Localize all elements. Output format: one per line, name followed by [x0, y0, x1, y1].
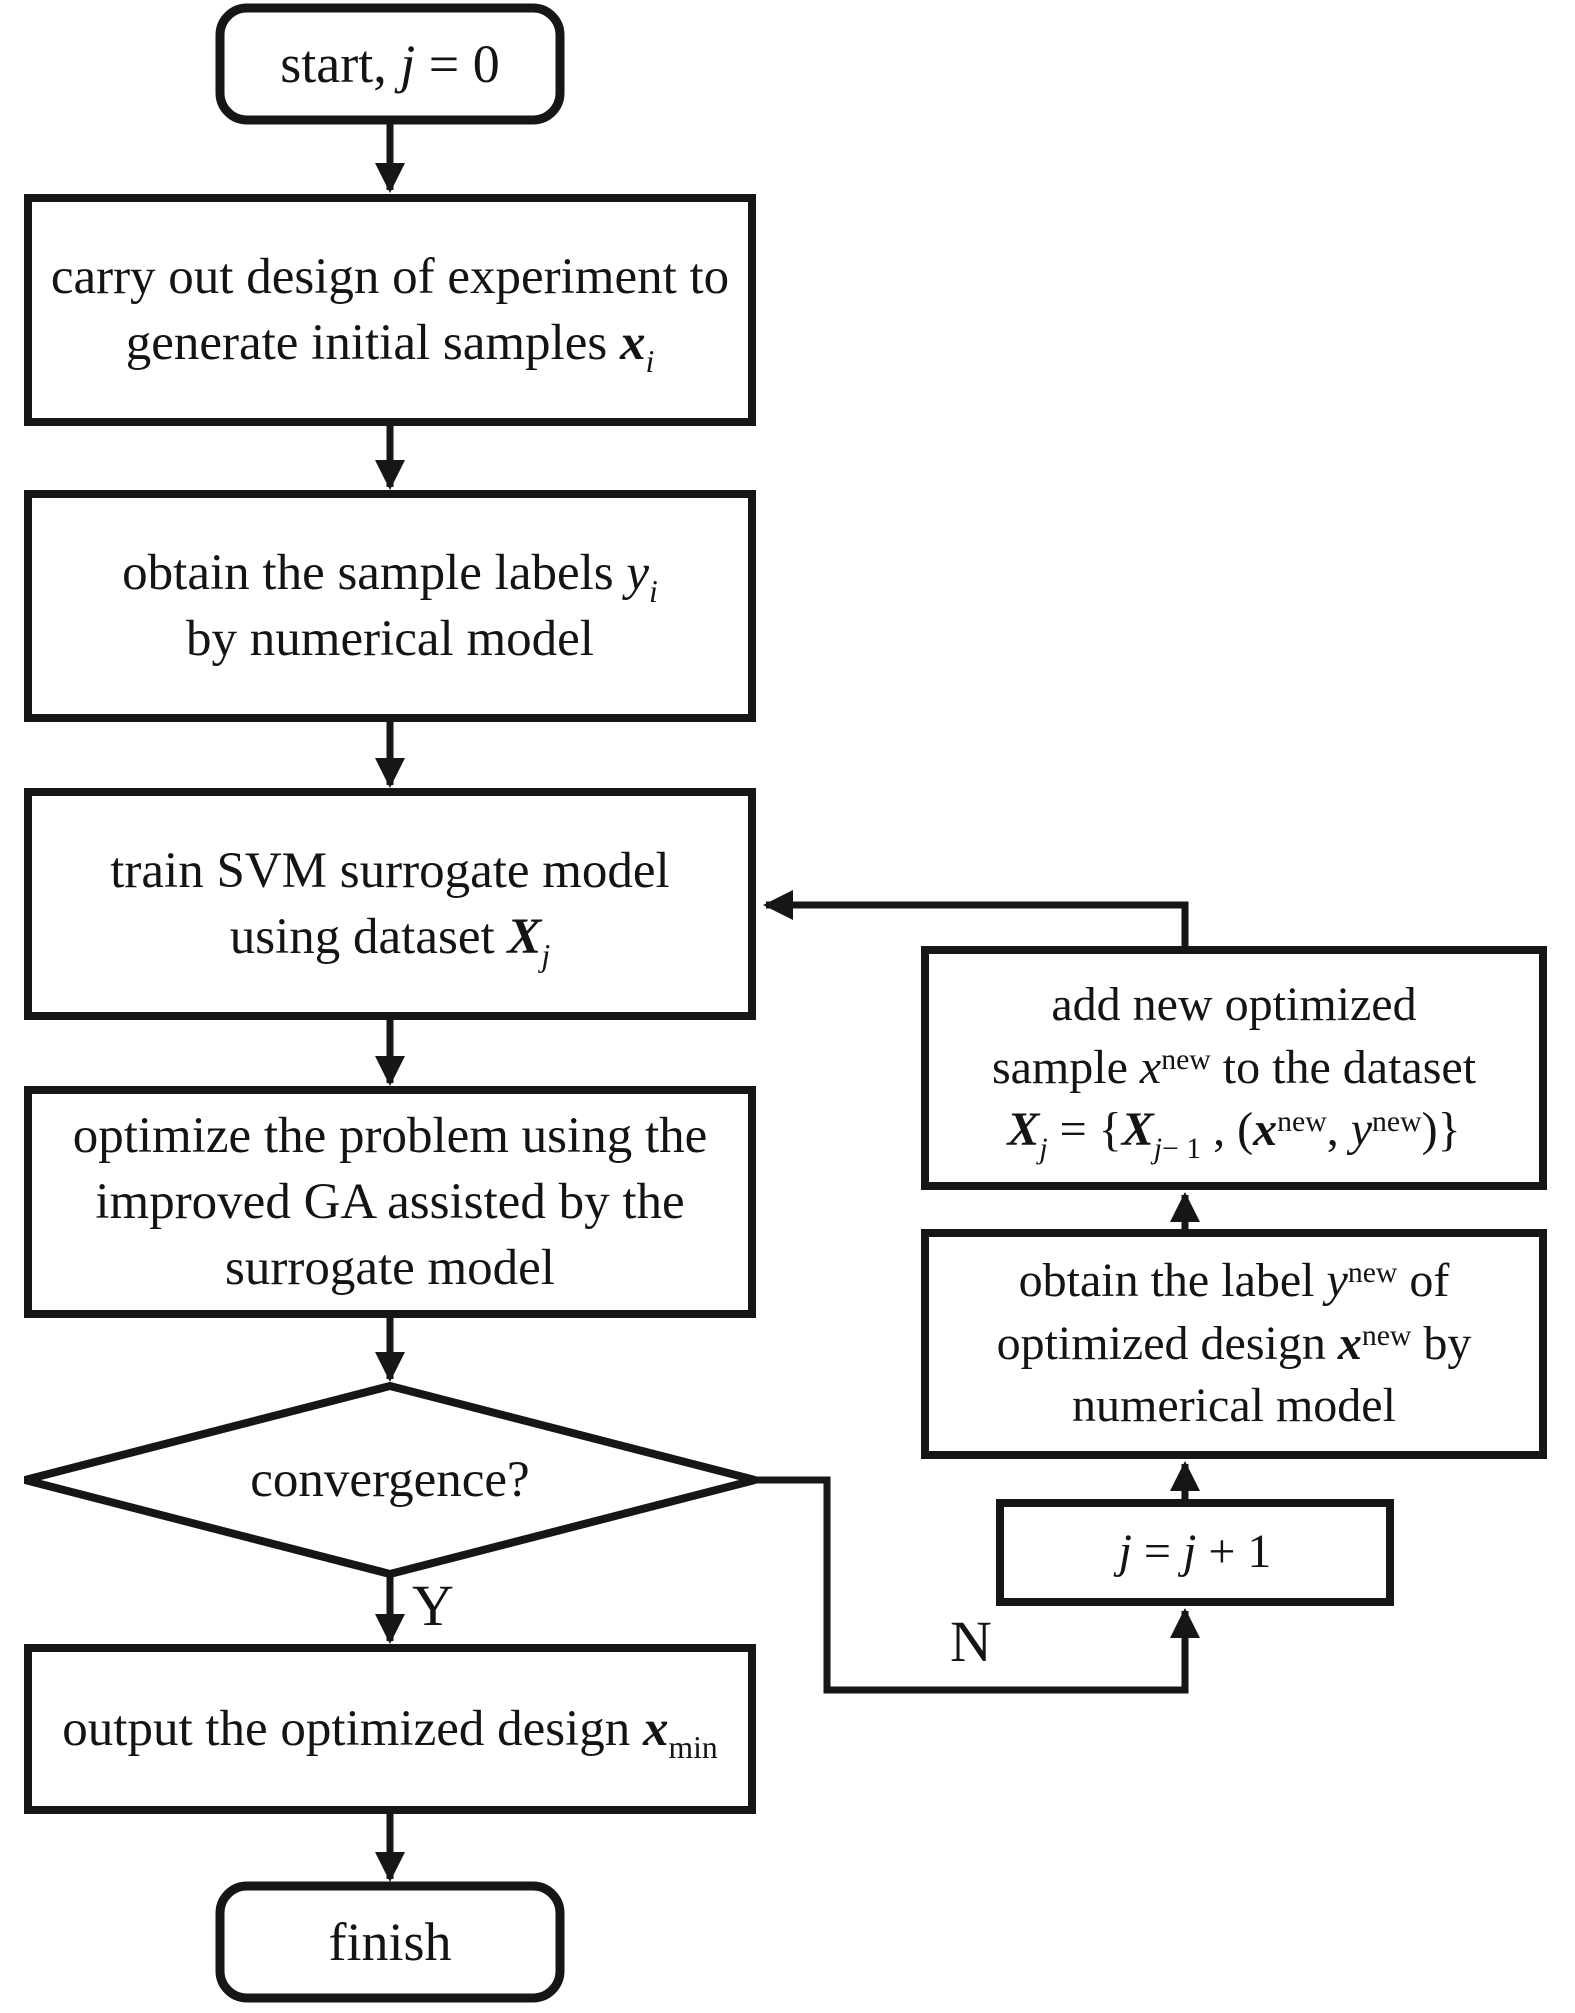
- obtain-new-label-node-label: obtain the label ynew of optimized design xnew by numerical model: [996, 1254, 1472, 1433]
- no-branch-label: N: [950, 1609, 992, 1674]
- finish-node-label: finish: [328, 1911, 452, 1972]
- train-node-label: train SVM surrogate model using dataset Xj: [110, 842, 670, 974]
- sample-labels-node-label: obtain the sample labels yi by numerical model: [122, 544, 658, 667]
- doe-node-label: carry out design of experiment to generate initial samples xi: [50, 248, 730, 380]
- decision-node-label: convergence?: [250, 1451, 530, 1508]
- yes-branch-label: Y: [412, 1573, 454, 1638]
- optimize-node-label: optimize the problem using the improved GA assisted by the surrogate model: [72, 1107, 708, 1297]
- start-node-label: start, j = 0: [280, 33, 500, 94]
- output-node-label: output the optimized design xmin: [62, 1700, 718, 1766]
- increment-node-label: j = j + 1: [1118, 1525, 1272, 1579]
- edge-addsample-train-return: [766, 905, 1185, 950]
- add-sample-node-label: add new optimized sample xnew to the dataset Xj = {Xj− 1 , (xnew, ynew)}: [991, 978, 1477, 1165]
